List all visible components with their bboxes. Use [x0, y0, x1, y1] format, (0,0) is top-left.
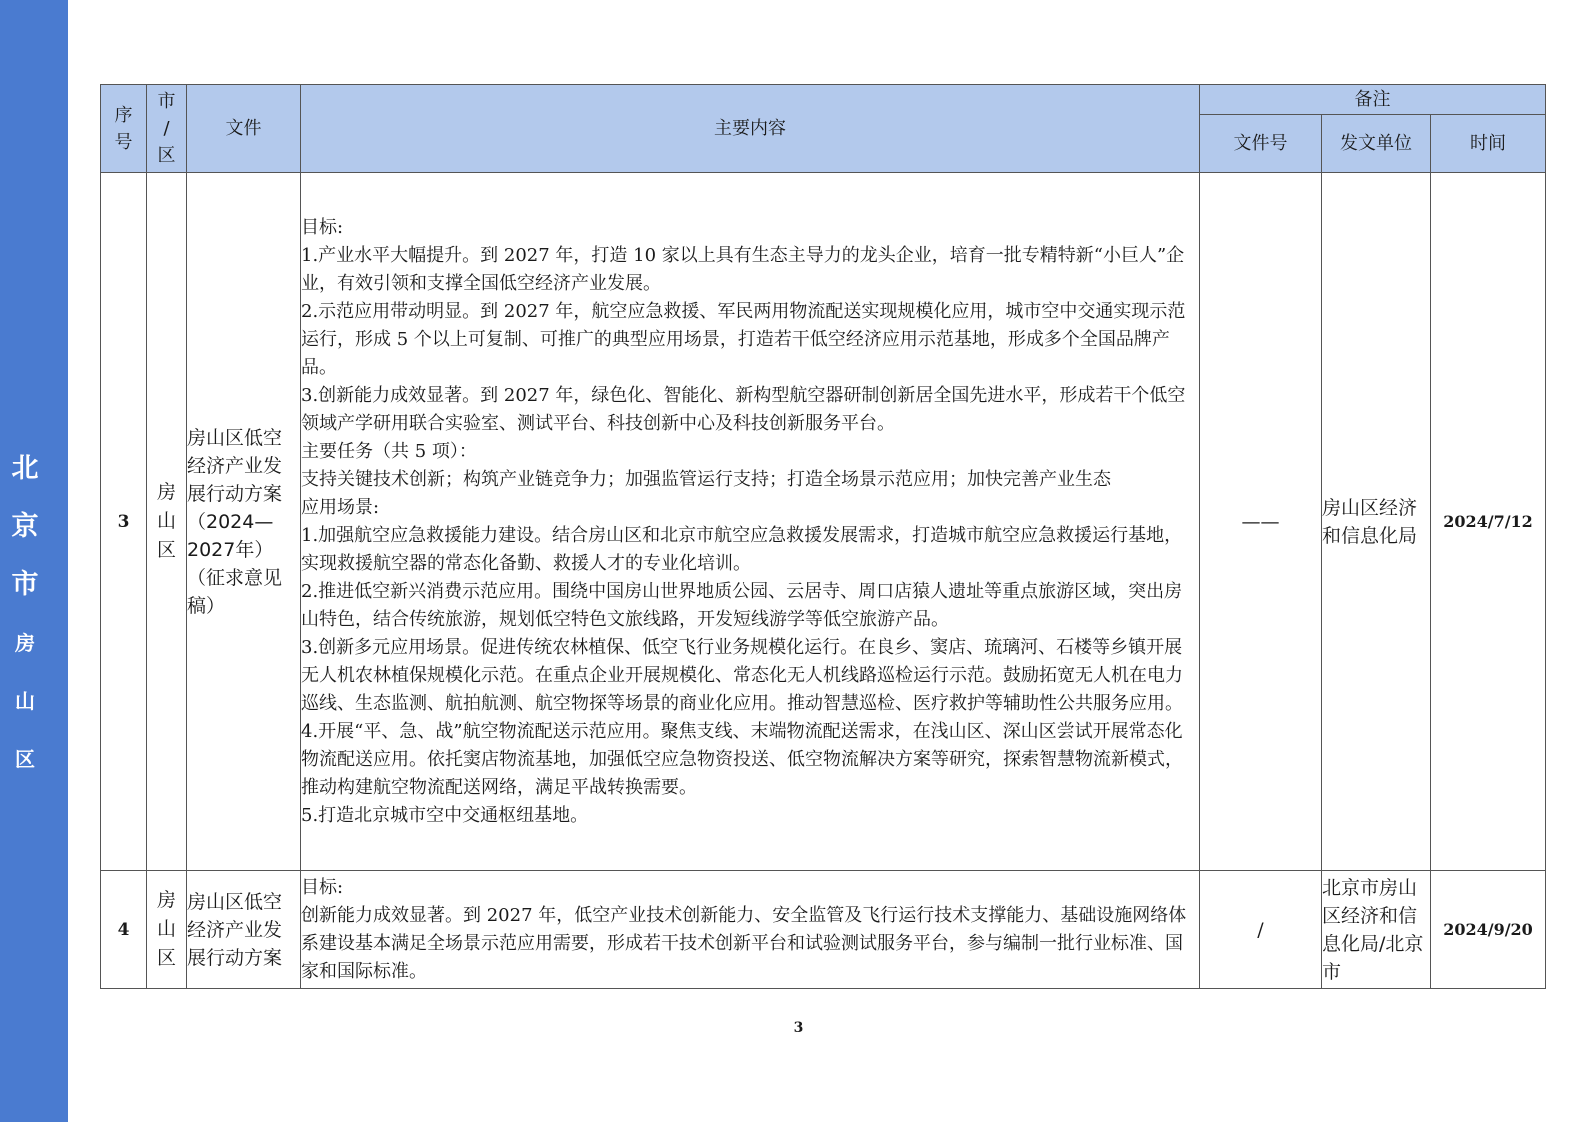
header-remarks: 备注 — [1200, 85, 1546, 115]
content-paragraph: 主要任务（共 5 项）： — [301, 440, 477, 462]
header-doc-no: 文件号 — [1200, 115, 1322, 173]
content-paragraph: 5.打造北京城市空中交通枢纽基地。 — [301, 804, 589, 826]
header-time: 时间 — [1431, 115, 1546, 173]
content-paragraph: 1.产业水平大幅提升。到 2027 年，打造 10 家以上具有生态主导力的龙头企业，培育一批专精特新“小巨人”企业，有效引领和支撑全国低空经济产业发展。 — [301, 244, 1185, 294]
sidebar — [0, 0, 68, 1122]
content-paragraph: 创新能力成效显著。到 2027 年，低空产业技术创新能力、安全监管及飞行运行技术支撑能力、基础设施网络体系建设基本满足全场景示范应用需要，形成若干技术创新平台和试验测试服务平台，参与编制一批行业标准、国家和国际标准。 — [301, 904, 1187, 982]
row-city: 房 山 区 — [147, 871, 187, 989]
row-file: 房山区低空经济产业发展行动方案 — [187, 871, 301, 989]
content-paragraph: 4.开展“平、急、战”航空物流配送示范应用。聚焦支线、末端物流配送需求，在浅山区、深山区尝试开展常态化物流配送应用。依托窦店物流基地，加强低空应急物资投送、低空物流解决方案等研究，探索智慧物流新模式，推动构建航空物流配送网络，满足平战转换需要。 — [301, 720, 1183, 798]
header-content: 主要内容 — [301, 85, 1200, 173]
sidebar-district: 房 山 区 — [15, 631, 35, 771]
row-doc-no: —— — [1200, 173, 1322, 871]
sidebar-city: 北 京 市 — [11, 453, 39, 600]
content-paragraph: 应用场景: — [301, 496, 380, 518]
row-content — [301, 871, 1200, 989]
table-row — [101, 871, 1546, 989]
content-paragraph: 2.推进低空新兴消费示范应用。围绕中国房山世界地质公园、云居寺、周口店猿人遗址等重点旅游区域，突出房山特色，结合传统旅游，规划低空特色文旅线路，开发短线游学等低空旅游产品。 — [301, 580, 1183, 630]
row-issuer: 房山区经济和信息化局 — [1322, 173, 1431, 871]
row-time: 2024/7/12 — [1431, 173, 1546, 871]
row-time: 2024/9/20 — [1431, 871, 1546, 989]
content-paragraph: 3.创新能力成效显著。到 2027 年，绿色化、智能化、新构型航空器研制创新居全国先进水平，形成若干个低空领域产学研用联合实验室、测试平台、科技创新中心及科技创新服务平台。 — [301, 384, 1186, 434]
content-paragraph: 3.创新多元应用场景。促进传统农林植保、低空飞行业务规模化运行。在良乡、窦店、琉璃河、石楼等乡镇开展无人机农林植保规模化示范。在重点企业开展规模化、常态化无人机线路巡检运行示范。鼓励拓宽无人机在电力巡线、生态监测、航拍航测、航空物探等场景的商业化应用。推动智慧巡检、医疗救护等辅助性公共服务应用。 — [301, 636, 1183, 714]
header-city: 市 / 区 — [147, 85, 187, 173]
row-issuer: 北京市房山区经济和信息化局/北京市 — [1322, 871, 1431, 989]
row-seq: 3 — [101, 173, 147, 871]
row-file: 房山区低空经济产业发展行动方案（2024—2027年）（征求意见稿） — [187, 173, 301, 871]
sidebar-title — [0, 440, 50, 788]
row-doc-no: / — [1200, 871, 1322, 989]
content-paragraph: 1.加强航空应急救援能力建设。结合房山区和北京市航空应急救援发展需求，打造城市航空应急救援运行基地，实现救援航空器的常态化备勤、救援人才的专业化培训。 — [301, 524, 1183, 574]
row-seq: 4 — [101, 871, 147, 989]
table-row — [101, 173, 1546, 871]
header-seq: 序 号 — [101, 85, 147, 173]
content-paragraph: 目标: — [301, 876, 344, 898]
page-number: 3 — [793, 1020, 804, 1036]
content-paragraph: 2.示范应用带动明显。到 2027 年，航空应急救援、军民两用物流配送实现规模化应用，城市空中交通实现示范运行，形成 5 个以上可复制、可推广的典型应用场景，打造若干低空经济应用示范基地，形成多个全国品牌产品。 — [301, 300, 1186, 378]
header-file: 文件 — [187, 85, 301, 173]
header-issuer: 发文单位 — [1322, 115, 1431, 173]
content-paragraph: 支持关键技术创新；构筑产业链竞争力；加强监管运行支持；打造全场景示范应用；加快完善产业生态 — [301, 468, 1111, 490]
header-row — [101, 85, 1546, 115]
policy-table — [100, 84, 1546, 989]
content-paragraph: 目标: — [301, 216, 344, 238]
row-city: 房 山 区 — [147, 173, 187, 871]
row-content — [301, 173, 1200, 871]
